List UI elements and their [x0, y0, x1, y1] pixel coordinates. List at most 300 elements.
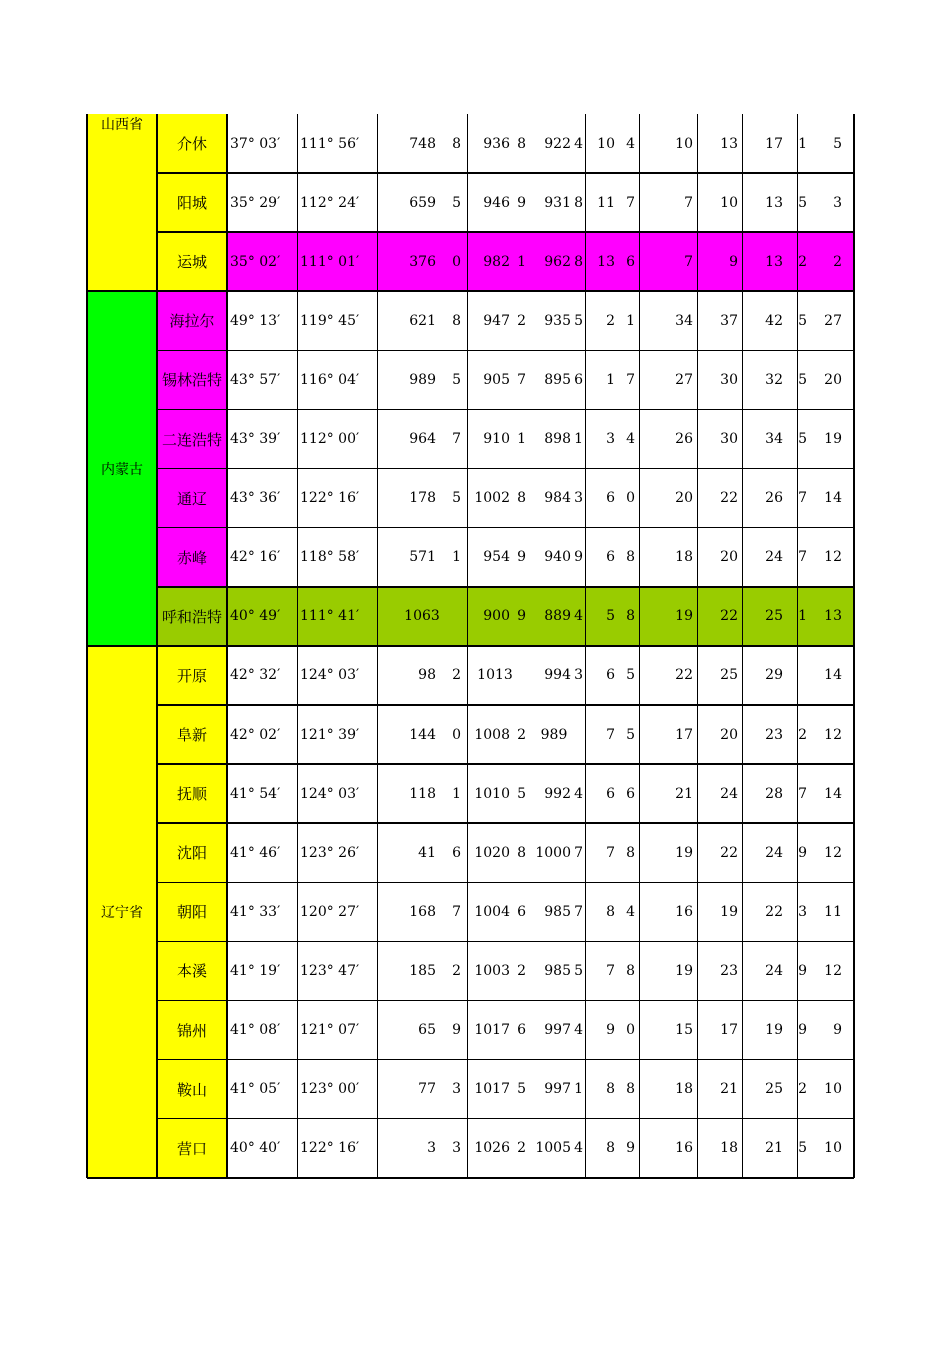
- value3-cell-decimal: 5: [626, 667, 635, 684]
- altitude-cell-main: 41: [418, 844, 436, 861]
- pressure1-cell: [467, 291, 526, 350]
- value5-cell: 25: [720, 667, 738, 684]
- longitude-cell: 122° 16′: [300, 1140, 360, 1157]
- pressure1-cell-main: 1008: [474, 726, 510, 743]
- value4-cell: 16: [675, 1140, 693, 1157]
- latitude-cell: 35° 29′: [230, 194, 281, 211]
- pressure1-cell: [467, 1060, 526, 1119]
- value3-cell-main: 11: [597, 194, 615, 211]
- city-cell: 开原: [157, 646, 227, 705]
- pressure2-cell-main: 984: [544, 490, 571, 507]
- pressure1-cell-main: 954: [483, 549, 510, 566]
- pressure1-cell: [467, 173, 526, 232]
- longitude-cell: 124° 03′: [300, 667, 360, 684]
- value4-cell: 19: [675, 962, 693, 979]
- value6-cell: 29: [765, 667, 783, 684]
- value5-cell: 21: [720, 1081, 738, 1098]
- pressure1-cell-main: 1010: [474, 785, 510, 802]
- pressure2-cell-decimal: 4: [574, 1140, 583, 1157]
- pressure2-cell-main: 931: [544, 194, 571, 211]
- altitude-cell-decimal: 6: [452, 844, 461, 861]
- value6-cell: 13: [765, 194, 783, 211]
- pressure2-cell-main: 1005: [535, 1140, 571, 1157]
- latitude-cell: 42° 16′: [230, 549, 281, 566]
- altitude-cell-decimal: 2: [452, 962, 461, 979]
- value7-cell: [797, 705, 854, 764]
- altitude-cell-main: 3: [427, 1140, 436, 1157]
- value3-cell-main: 13: [597, 253, 615, 270]
- value3-cell-decimal: 0: [626, 490, 635, 507]
- city-cell: 二连浩特: [157, 410, 227, 469]
- value7-cell-decimal: 10: [824, 1140, 842, 1157]
- longitude-cell: 112° 00′: [300, 431, 360, 448]
- pressure1-cell-main: 1003: [474, 962, 510, 979]
- pressure1-cell: [467, 882, 526, 941]
- value6-cell: 24: [765, 549, 783, 566]
- grid-line: [377, 114, 378, 1178]
- pressure2-cell-main: 922: [544, 135, 571, 152]
- value7-cell-decimal: 14: [824, 785, 842, 802]
- value5-cell: 22: [720, 844, 738, 861]
- grid-line: [86, 114, 88, 1178]
- value7-cell: [797, 823, 854, 882]
- value3-cell: [585, 1060, 639, 1119]
- altitude-cell-main: 376: [409, 253, 436, 270]
- altitude-cell-main: 144: [409, 726, 436, 743]
- pressure2-cell-main: 898: [544, 431, 571, 448]
- latitude-cell: 43° 57′: [230, 371, 281, 388]
- grid-line: [157, 822, 854, 824]
- value3-cell: [585, 705, 639, 764]
- value3-cell-main: 9: [606, 1022, 615, 1039]
- grid-line: [157, 1059, 854, 1061]
- altitude-cell-main: 185: [409, 962, 436, 979]
- value7-cell-decimal: 12: [824, 549, 842, 566]
- value6-cell: 24: [765, 962, 783, 979]
- value7-cell: [797, 646, 854, 705]
- latitude-cell: 41° 33′: [230, 903, 281, 920]
- grid-line: [87, 290, 854, 292]
- grid-line: [87, 1177, 854, 1179]
- value3-cell-main: 5: [606, 608, 615, 625]
- province-cell: 辽宁省: [87, 646, 157, 1178]
- value3-cell-decimal: 4: [626, 431, 635, 448]
- value7-cell-decimal: 14: [824, 667, 842, 684]
- pressure1-cell: [467, 1001, 526, 1060]
- value7-cell: [797, 410, 854, 469]
- value7-cell-main: 5: [798, 1140, 807, 1157]
- value3-cell: [585, 764, 639, 823]
- pressure2-cell-decimal: 8: [574, 253, 583, 270]
- value3-cell-decimal: 6: [626, 785, 635, 802]
- value7-cell-decimal: 20: [824, 371, 842, 388]
- altitude-cell: [377, 1060, 467, 1119]
- altitude-cell-main: 168: [409, 903, 436, 920]
- value7-cell-main: 5: [798, 431, 807, 448]
- latitude-cell: 42° 02′: [230, 726, 281, 743]
- value4-cell: 20: [675, 490, 693, 507]
- city-cell: 运城: [157, 232, 227, 291]
- altitude-cell: [377, 173, 467, 232]
- altitude-cell-decimal: 5: [452, 371, 461, 388]
- value3-cell-decimal: 1: [626, 312, 635, 329]
- value5-cell: 13: [720, 135, 738, 152]
- grid-line: [226, 114, 228, 1178]
- grid-line: [157, 231, 854, 233]
- altitude-cell-main: 178: [409, 490, 436, 507]
- value7-cell: [797, 1001, 854, 1060]
- value5-cell: 9: [729, 253, 738, 270]
- altitude-cell-main: 989: [409, 371, 436, 388]
- pressure1-cell-main: 1002: [474, 490, 510, 507]
- value3-cell: [585, 291, 639, 350]
- pressure2-cell: [523, 1001, 585, 1060]
- value3-cell: [585, 410, 639, 469]
- latitude-cell: 41° 54′: [230, 785, 281, 802]
- value3-cell-decimal: 9: [626, 1140, 635, 1157]
- value7-cell-decimal: 3: [833, 194, 842, 211]
- latitude-cell: 41° 19′: [230, 962, 281, 979]
- value3-cell-decimal: 8: [626, 549, 635, 566]
- pressure1-cell-decimal: 1: [517, 253, 526, 270]
- grid-line: [742, 114, 743, 1178]
- pressure1-cell-decimal: 2: [517, 726, 526, 743]
- city-cell: 介休: [157, 114, 227, 173]
- grid-line: [585, 114, 586, 1178]
- pressure2-cell: [523, 882, 585, 941]
- city-cell: 沈阳: [157, 823, 227, 882]
- grid-line: [157, 941, 854, 943]
- altitude-cell-main: 118: [409, 785, 436, 802]
- pressure2-cell-decimal: 5: [574, 312, 583, 329]
- value3-cell-decimal: 4: [626, 903, 635, 920]
- altitude-cell-main: 621: [409, 312, 436, 329]
- value6-cell: 25: [765, 608, 783, 625]
- altitude-cell-decimal: 3: [452, 1140, 461, 1157]
- value5-cell: 17: [720, 1022, 738, 1039]
- value3-cell-decimal: 0: [626, 1022, 635, 1039]
- city-cell: 抚顺: [157, 764, 227, 823]
- grid-line: [297, 114, 298, 1178]
- altitude-cell: [377, 114, 467, 173]
- value4-cell: 16: [675, 903, 693, 920]
- value5-cell: 37: [720, 312, 738, 329]
- pressure1-cell-main: 947: [483, 312, 510, 329]
- value3-cell: [585, 173, 639, 232]
- value7-cell-main: 9: [798, 844, 807, 861]
- value4-cell: 18: [675, 1081, 693, 1098]
- longitude-cell: 118° 58′: [300, 549, 360, 566]
- value7-cell-main: 9: [798, 962, 807, 979]
- longitude-cell: 124° 03′: [300, 785, 360, 802]
- longitude-cell: 119° 45′: [300, 312, 360, 329]
- pressure1-cell-decimal: 5: [517, 1081, 526, 1098]
- pressure2-cell: [523, 1060, 585, 1119]
- value5-cell: 22: [720, 490, 738, 507]
- pressure1-cell-main: 905: [483, 371, 510, 388]
- altitude-cell-decimal: 5: [452, 490, 461, 507]
- altitude-cell: [377, 823, 467, 882]
- altitude-cell-decimal: 1: [452, 785, 461, 802]
- value3-cell-main: 3: [606, 431, 615, 448]
- longitude-cell: 111° 56′: [300, 135, 360, 152]
- pressure1-cell-decimal: 2: [517, 312, 526, 329]
- pressure1-cell-decimal: 9: [517, 549, 526, 566]
- longitude-cell: 123° 26′: [300, 844, 360, 861]
- grid-line: [156, 114, 158, 1178]
- value7-cell-decimal: 27: [824, 312, 842, 329]
- altitude-cell-decimal: 7: [452, 903, 461, 920]
- pressure1-cell-decimal: 8: [517, 844, 526, 861]
- value7-cell: [797, 1119, 854, 1178]
- grid-line: [157, 882, 854, 884]
- value3-cell: [585, 232, 639, 291]
- pressure2-cell-main: 889: [544, 608, 571, 625]
- pressure2-cell: [523, 823, 585, 882]
- altitude-cell: [377, 232, 467, 291]
- pressure1-cell-main: 900: [483, 608, 510, 625]
- city-cell: 朝阳: [157, 882, 227, 941]
- longitude-cell: 116° 04′: [300, 371, 360, 388]
- altitude-cell-decimal: 8: [452, 135, 461, 152]
- pressure1-cell: [467, 764, 526, 823]
- pressure1-cell: [467, 587, 526, 646]
- pressure1-cell-main: 946: [483, 194, 510, 211]
- pressure1-cell: [467, 410, 526, 469]
- value4-cell: 22: [675, 667, 693, 684]
- pressure2-cell-main: 962: [544, 253, 571, 270]
- pressure1-cell-main: 1017: [474, 1022, 510, 1039]
- value3-cell-main: 8: [606, 1140, 615, 1157]
- grid-line: [639, 114, 640, 1178]
- pressure2-cell: [523, 587, 585, 646]
- value4-cell: 34: [675, 312, 693, 329]
- value7-cell-main: 7: [798, 785, 807, 802]
- grid-line: [157, 763, 854, 765]
- value3-cell-decimal: 5: [626, 726, 635, 743]
- value3-cell: [585, 882, 639, 941]
- value7-cell-decimal: 14: [824, 490, 842, 507]
- value6-cell: 22: [765, 903, 783, 920]
- pressure2-cell-main: 985: [544, 903, 571, 920]
- pressure2-cell: [523, 764, 585, 823]
- city-cell: 锡林浩特: [157, 350, 227, 409]
- value3-cell-main: 7: [606, 962, 615, 979]
- longitude-cell: 122° 16′: [300, 490, 360, 507]
- value3-cell-main: 7: [606, 844, 615, 861]
- altitude-cell: [377, 350, 467, 409]
- altitude-cell: [377, 528, 467, 587]
- value5-cell: 30: [720, 371, 738, 388]
- value5-cell: 24: [720, 785, 738, 802]
- latitude-cell: 49° 13′: [230, 312, 281, 329]
- latitude-cell: 41° 08′: [230, 1022, 281, 1039]
- value6-cell: 25: [765, 1081, 783, 1098]
- value7-cell-decimal: 5: [833, 135, 842, 152]
- grid-line: [157, 1000, 854, 1002]
- value5-cell: 30: [720, 431, 738, 448]
- grid-line: [157, 350, 854, 352]
- value3-cell-main: 1: [606, 371, 615, 388]
- pressure1-cell: [467, 823, 526, 882]
- pressure1-cell: [467, 941, 526, 1000]
- value6-cell: 21: [765, 1140, 783, 1157]
- value7-cell: [797, 114, 854, 173]
- altitude-cell-decimal: 1: [452, 549, 461, 566]
- pressure2-cell-main: 992: [544, 785, 571, 802]
- city-cell: 海拉尔: [157, 291, 227, 350]
- city-cell: 通辽: [157, 469, 227, 528]
- pressure1-cell-main: 982: [483, 253, 510, 270]
- value6-cell: 13: [765, 253, 783, 270]
- value7-cell: [797, 1060, 854, 1119]
- value7-cell-main: 9: [798, 1022, 807, 1039]
- value7-cell-main: 5: [798, 312, 807, 329]
- pressure2-cell-main: 997: [544, 1081, 571, 1098]
- altitude-cell-decimal: 9: [452, 1022, 461, 1039]
- value4-cell: 19: [675, 608, 693, 625]
- pressure1-cell: [467, 528, 526, 587]
- longitude-cell: 121° 07′: [300, 1022, 360, 1039]
- pressure1-cell: 1013: [477, 667, 513, 684]
- city-cell: 赤峰: [157, 528, 227, 587]
- altitude-cell: [377, 646, 467, 705]
- value7-cell-main: 2: [798, 253, 807, 270]
- pressure2-cell-decimal: 5: [574, 962, 583, 979]
- pressure2-cell: [523, 1119, 585, 1178]
- value6-cell: 19: [765, 1022, 783, 1039]
- altitude-cell-decimal: 8: [452, 312, 461, 329]
- pressure2-cell: [523, 232, 585, 291]
- longitude-cell: 112° 24′: [300, 194, 360, 211]
- latitude-cell: 41° 46′: [230, 844, 281, 861]
- latitude-cell: 43° 36′: [230, 490, 281, 507]
- pressure2-cell-decimal: 9: [574, 549, 583, 566]
- value3-cell-main: 2: [606, 312, 615, 329]
- city-cell: 阳城: [157, 173, 227, 232]
- grid-line: [797, 114, 798, 1178]
- altitude-cell-main: 659: [409, 194, 436, 211]
- grid-line: [157, 468, 854, 470]
- value3-cell: [585, 350, 639, 409]
- value3-cell-main: 6: [606, 785, 615, 802]
- value7-cell-decimal: 13: [824, 608, 842, 625]
- value3-cell: [585, 646, 639, 705]
- pressure1-cell-main: 1017: [474, 1081, 510, 1098]
- altitude-cell-decimal: 0: [452, 726, 461, 743]
- value6-cell: 23: [765, 726, 783, 743]
- pressure2-cell-main: 935: [544, 312, 571, 329]
- altitude-cell-main: 65: [418, 1022, 436, 1039]
- longitude-cell: 123° 47′: [300, 962, 360, 979]
- latitude-cell: 35° 02′: [230, 253, 281, 270]
- pressure2-cell-decimal: 1: [574, 431, 583, 448]
- value5-cell: 20: [720, 726, 738, 743]
- value3-cell: [585, 823, 639, 882]
- value6-cell: 17: [765, 135, 783, 152]
- value3-cell-main: 8: [606, 1081, 615, 1098]
- longitude-cell: 111° 01′: [300, 253, 360, 270]
- pressure1-cell: [467, 114, 526, 173]
- pressure1-cell-main: 910: [483, 431, 510, 448]
- latitude-cell: 40° 49′: [230, 608, 281, 625]
- pressure2-cell-main: 997: [544, 1022, 571, 1039]
- value3-cell-main: 8: [606, 903, 615, 920]
- value7-cell: [797, 941, 854, 1000]
- grid-line: [157, 409, 854, 411]
- value4-cell: 17: [675, 726, 693, 743]
- value7-cell-main: 1: [798, 135, 807, 152]
- value3-cell-decimal: 7: [626, 371, 635, 388]
- value6-cell: 34: [765, 431, 783, 448]
- pressure2-cell-decimal: 3: [574, 490, 583, 507]
- value7-cell: [797, 587, 854, 646]
- value5-cell: 18: [720, 1140, 738, 1157]
- value7-cell: [797, 469, 854, 528]
- value3-cell-decimal: 8: [626, 844, 635, 861]
- altitude-cell-decimal: 3: [452, 1081, 461, 1098]
- altitude-cell-main: 571: [409, 549, 436, 566]
- pressure2-cell: [523, 528, 585, 587]
- latitude-cell: 42° 32′: [230, 667, 281, 684]
- value7-cell: [797, 528, 854, 587]
- pressure1-cell-decimal: 9: [517, 194, 526, 211]
- value7-cell-decimal: 12: [824, 726, 842, 743]
- value7-cell-main: 2: [798, 1081, 807, 1098]
- pressure1-cell-decimal: 1: [517, 431, 526, 448]
- value7-cell: [797, 882, 854, 941]
- value3-cell-decimal: 4: [626, 135, 635, 152]
- value7-cell-main: 7: [798, 549, 807, 566]
- pressure2-cell: [523, 350, 585, 409]
- pressure1-cell: [467, 232, 526, 291]
- pressure2-cell-decimal: 8: [574, 194, 583, 211]
- pressure2-cell: [523, 646, 585, 705]
- city-cell: 本溪: [157, 941, 227, 1000]
- altitude-cell-main: 964: [409, 431, 436, 448]
- value7-cell-decimal: 12: [824, 962, 842, 979]
- value3-cell-decimal: 7: [626, 194, 635, 211]
- pressure2-cell-decimal: 4: [574, 608, 583, 625]
- climate-data-sheet: [87, 114, 854, 1179]
- pressure2-cell-decimal: 4: [574, 1022, 583, 1039]
- pressure2-cell-decimal: 4: [574, 135, 583, 152]
- value3-cell-main: 6: [606, 667, 615, 684]
- pressure1-cell-decimal: 6: [517, 1022, 526, 1039]
- pressure1-cell-decimal: 6: [517, 903, 526, 920]
- pressure1-cell-main: 1020: [474, 844, 510, 861]
- value7-cell-main: 3: [798, 903, 807, 920]
- pressure1-cell-decimal: 2: [517, 962, 526, 979]
- value4-cell: 26: [675, 431, 693, 448]
- pressure2-cell: [523, 114, 585, 173]
- longitude-cell: 120° 27′: [300, 903, 360, 920]
- value7-cell-decimal: 11: [824, 903, 842, 920]
- pressure2-cell: [523, 469, 585, 528]
- pressure1-cell-main: 936: [483, 135, 510, 152]
- altitude-cell: [377, 1001, 467, 1060]
- value5-cell: 20: [720, 549, 738, 566]
- value7-cell: [797, 764, 854, 823]
- value7-cell: [797, 173, 854, 232]
- latitude-cell: 37° 03′: [230, 135, 281, 152]
- grid-line: [697, 114, 698, 1178]
- value3-cell: [585, 587, 639, 646]
- pressure2-cell-decimal: 7: [574, 844, 583, 861]
- value3-cell: [585, 528, 639, 587]
- value3-cell: [585, 941, 639, 1000]
- value3-cell-main: 6: [606, 549, 615, 566]
